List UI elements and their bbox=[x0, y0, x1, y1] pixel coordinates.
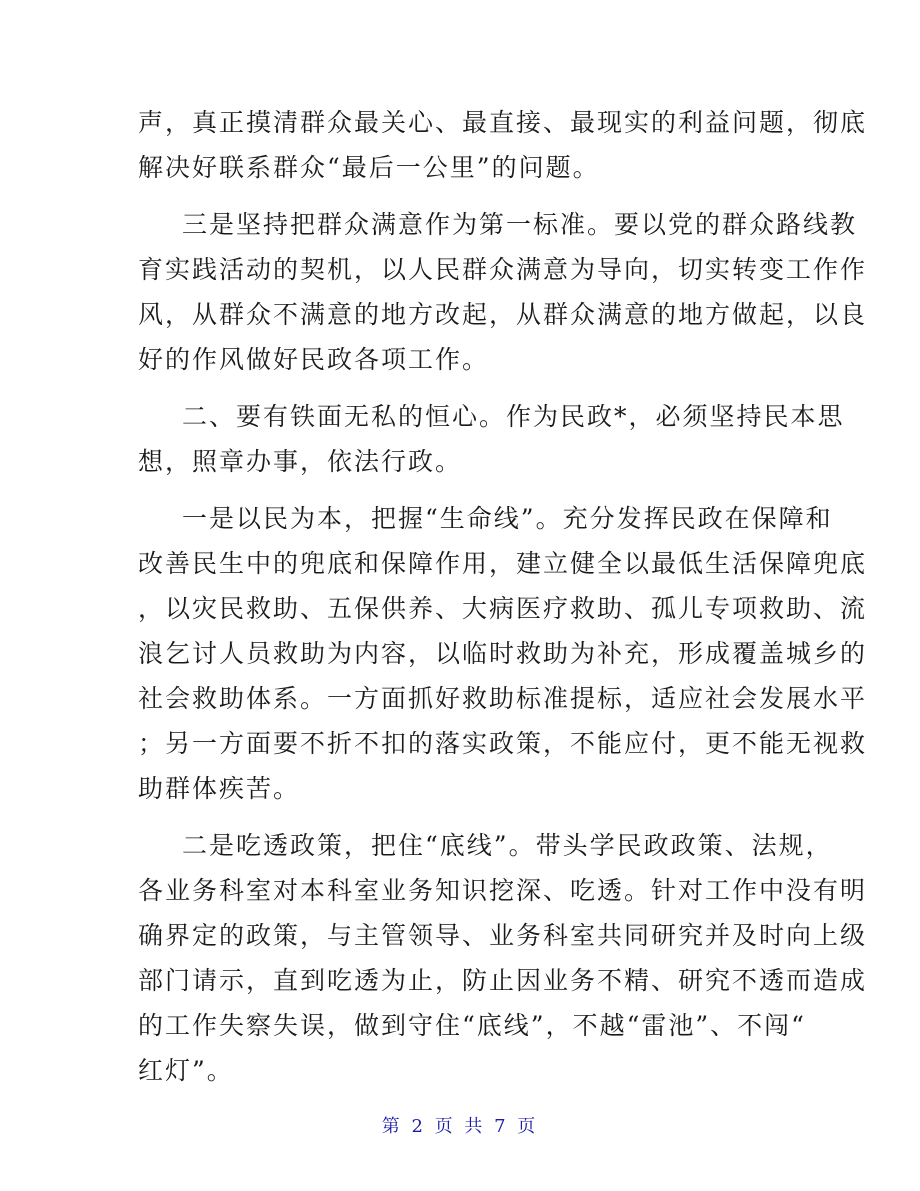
text-line: 确界定的政策，与主管领导、业务科室共同研究并及时向上级 bbox=[138, 921, 868, 950]
paragraph-2 bbox=[138, 202, 868, 382]
text-line: 风，从群众不满意的地方改起，从群众满意的地方做起，以良 bbox=[138, 300, 868, 329]
paragraph-3 bbox=[138, 394, 845, 484]
text-line: 三是坚持把群众满意作为第一标准。要以党的群众路线教 bbox=[182, 210, 858, 239]
text-line: 各业务科室对本科室业务知识挖深、吃透。针对工作中没有明 bbox=[138, 876, 868, 905]
page-number-footer: 第 2 页 共 7 页 bbox=[381, 1116, 539, 1137]
text-line: ，以灾民救助、五保供养、大病医疗救助、孤儿专项救助、流 bbox=[138, 594, 868, 623]
text-line: 改善民生中的兜底和保障作用，建立健全以最低生活保障兜底 bbox=[138, 549, 868, 578]
text-line: 好的作风做好民政各项工作。 bbox=[138, 345, 490, 374]
paragraph-1 bbox=[138, 100, 868, 190]
paragraph-4 bbox=[138, 496, 868, 811]
text-line: 社会救助体系。一方面抓好救助标准提标，适应社会发展水平 bbox=[138, 684, 868, 713]
paragraph-5 bbox=[138, 823, 868, 1093]
text-line: 想，照章办事，依法行政。 bbox=[138, 447, 463, 476]
text-line: 育实践活动的契机，以人民群众满意为导向，切实转变工作作 bbox=[138, 255, 868, 284]
text-line: 一是以民为本，把握“生命线”。充分发挥民政在保障和 bbox=[182, 504, 833, 533]
document-body bbox=[138, 100, 868, 1105]
text-line: 声，真正摸清群众最关心、最直接、最现实的利益问题，彻底 bbox=[138, 108, 868, 137]
text-line: 的工作失察失误，做到守住“底线”，不越“雷池”、不闯“ bbox=[138, 1011, 806, 1040]
text-line: 解决好联系群众“最后一公里”的问题。 bbox=[138, 153, 600, 182]
text-line: 部门请示，直到吃透为止，防止因业务不精、研究不透而造成 bbox=[138, 966, 868, 995]
text-line: 浪乞讨人员救助为内容，以临时救助为补充，形成覆盖城乡的 bbox=[138, 639, 868, 668]
text-line: 助群体疾苦。 bbox=[138, 774, 301, 803]
text-line: 二、要有铁面无私的恒心。作为民政*，必须坚持民本思 bbox=[182, 402, 845, 431]
text-line: ；另一方面要不折不扣的落实政策，不能应付，更不能无视救 bbox=[138, 729, 868, 758]
text-line: 二是吃透政策，把住“底线”。带头学民政政策、法规， bbox=[182, 831, 833, 860]
text-line: 红灯”。 bbox=[138, 1056, 234, 1085]
